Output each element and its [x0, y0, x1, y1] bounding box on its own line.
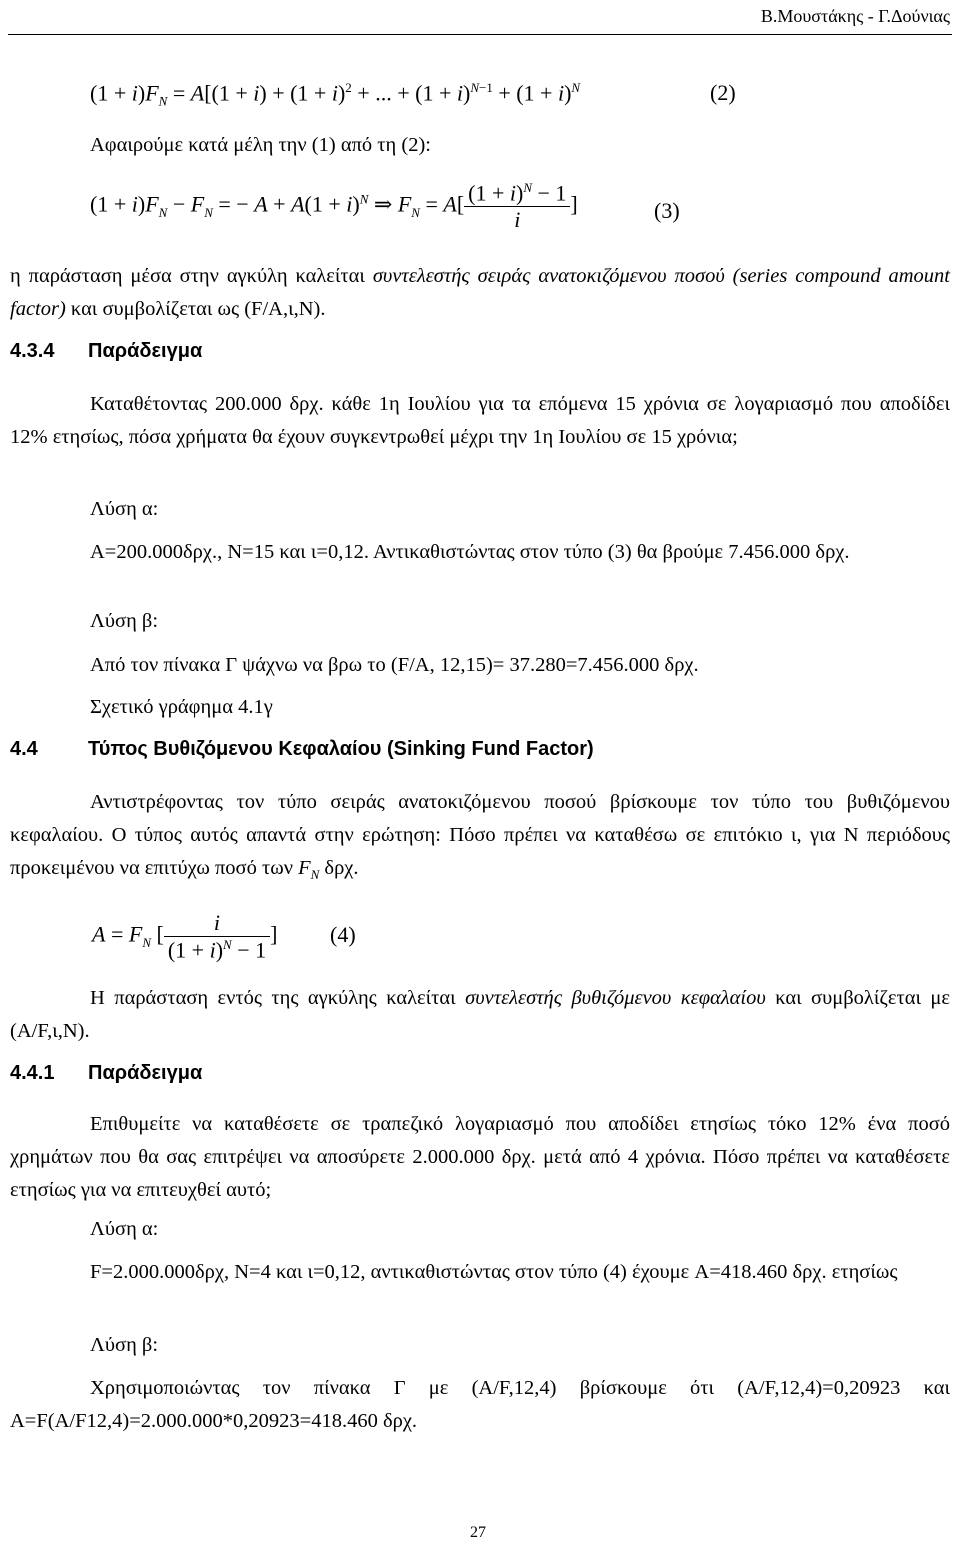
solution-b-label-1: Λύση β: [90, 610, 159, 632]
heading-section-4-4: 4.4 Τύπος Βυθιζόμενου Κεφαλαίου (Sinking Fund Factor) [10, 738, 594, 760]
solution-b-label-2: Λύση β: [90, 1334, 159, 1356]
example-4-3-4-text: Καταθέτοντας 200.000 δρχ. κάθε 1η Ιουλίου για τα επόμενα 15 χρόνια σε λογαριασμό που αποδίδει 12% ετησίως, πόσα χρήματα θα έχουν συγκεντρωθεί μέχρι την 1η Ιουλίου σε 15 χρόνια; [10, 393, 950, 448]
paragraph-compound-factor: η παράσταση μέσα στην αγκύλη καλείται συντελεστής σειράς ανατοκιζόμενου ποσού (series compound amount factor) και συμβολίζεται ως (F/A,ι,N). [10, 265, 950, 320]
header-rule [8, 34, 952, 35]
sinking-factor-paragraph: Η παράσταση εντός της αγκύλης καλείται συντελεστής βυθιζόμενου κεφαλαίου και συμβολίζεται με (A/F,ι,N). [10, 987, 950, 1042]
equation-2-number: (2) [710, 80, 736, 105]
equation-4: $A = F_N$ [ $\frac{i}{(1 + i)^N - 1}$ ] [92, 910, 278, 963]
equation-3: $(1 + i)F_N - F_N$ = − $A + A(1 + i)^N$ ⇒ $F_N = A$[ $\frac{(1 + i)^N - 1}{i}$ ] [90, 180, 578, 233]
heading-example-4-4-1: 4.4.1 Παράδειγμα [10, 1062, 203, 1084]
equation-2: $(1 + i)F_N = A[(1 + i) + (1 + i)^2$ + ... + $(1 + i)^{N-1} + (1 + i)^N$ [90, 80, 581, 109]
section-4-4-text: Αντιστρέφοντας τον τύπο σειράς ανατοκιζόμενου ποσού βρίσκουμε τον τύπο του βυθιζόμενου κεφαλαίου. Ο τύπος αυτός απαντά στην ερώτηση: Πόσο πρέπει να καταθέσω σε επιτόκιο ι, για N περιόδους προκειμένου να επιτύχω ποσό των $F_N$ δρχ. [10, 791, 950, 883]
solution-a-label-2: Λύση α: [90, 1218, 159, 1240]
solution-a-text-2: F=2.000.000δρχ, N=4 και ι=0,12, αντικαθιστώντας στον τύπο (4) έχουμε A=418.460 δρχ. ετησίως [90, 1261, 898, 1283]
page-header-authors: Β.Μουστάκης - Γ.Δούνιας [760, 6, 950, 26]
eq3-fraction: $\frac{(1 + i)^N - 1}{i}$ [464, 180, 570, 233]
equation-4-number: (4) [330, 922, 356, 947]
solution-b-text-2: Χρησιμοποιώντας τον πίνακα Γ με (A/F,12,4) βρίσκουμε ότι (A/F,12,4)=0,20923 και A=F(A/F12,4)=2.000.000*0,20923=418.460 δρχ. [10, 1377, 950, 1432]
equation-3-number: (3) [654, 198, 680, 223]
solution-a-label-1: Λύση α: [90, 498, 159, 520]
solution-a-text-1: A=200.000δρχ., N=15 και ι=0,12. Αντικαθιστώντας στον τύπο (3) θα βρούμε 7.456.000 δρχ. [90, 541, 850, 563]
subtract-intro: Αφαιρούμε κατά μέλη την (1) από τη (2): [90, 134, 431, 156]
related-chart-text: Σχετικό γράφημα 4.1γ [90, 696, 273, 718]
solution-b-text-1: Από τον πίνακα Γ ψάχνω να βρω το (F/A, 12,15)= 37.280=7.456.000 δρχ. [90, 654, 699, 676]
eq4-fraction: $\frac{i}{(1 + i)^N - 1}$ [164, 910, 270, 963]
page-number: 27 [470, 1524, 486, 1541]
example-4-4-1-text: Επιθυμείτε να καταθέσετε σε τραπεζικό λογαριασμό που αποδίδει ετησίως τόκο 12% ένα ποσό χρημάτων που θα σας επιτρέψει να αποσύρετε 2.000.000 δρχ. μετά από 4 χρόνια. Πόσο πρέπει να καταθέσετε ετησίως για να επιτευχθεί αυτό; [10, 1113, 950, 1201]
heading-example-4-3-4: 4.3.4 Παράδειγμα [10, 340, 203, 362]
